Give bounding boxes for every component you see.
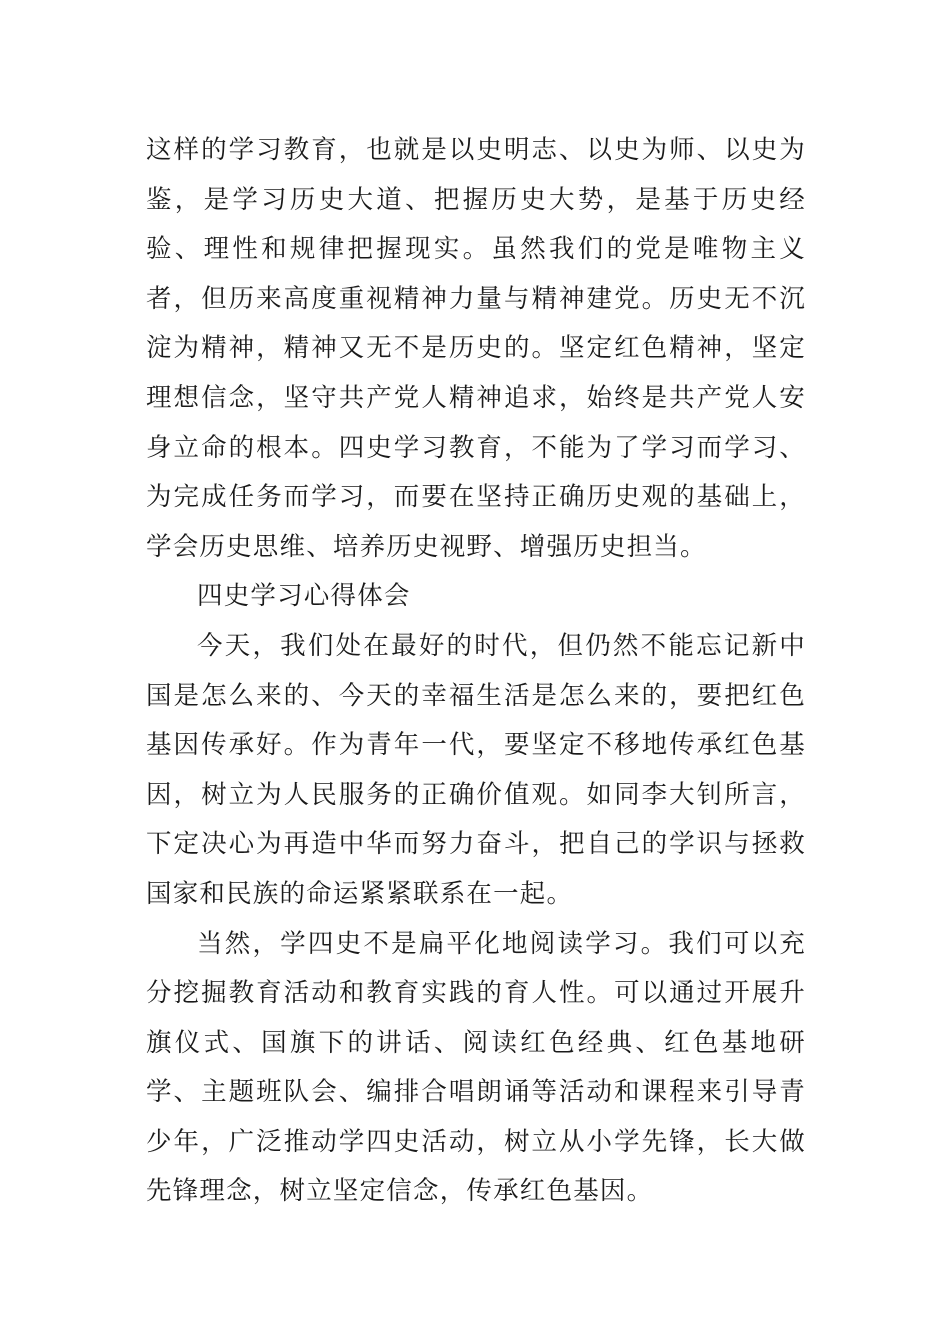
document-body (146, 126, 806, 1217)
paragraph-today: 今天，我们处在最好的时代，但仍然不能忘记新中国是怎么来的、今天的幸福生活是怎么来的，要把红色基因传承好。作为青年一代，要坚定不移地传承红色基因，树立为人民服务的正确价值观。如同李大钊所言，下定决心为再造中华而努力奋斗，把自己的学识与拯救国家和民族的命运紧紧联系在一起。 (146, 630, 806, 909)
paragraph-of-course: 当然，学四史不是扁平化地阅读学习。我们可以充分挖掘教育活动和教育实践的育人性。可以通过开展升旗仪式、国旗下的讲话、阅读红色经典、红色基地研学、主题班队会、编排合唱朗诵等活动和课程来引导青少年，广泛推动学四史活动，树立从小学先锋，长大做先锋理念，树立坚定信念，传承红色基因。 (146, 928, 806, 1207)
paragraph-continued: 这样的学习教育，也就是以史明志、以史为师、以史为鉴，是学习历史大道、把握历史大势，是基于历史经验、理性和规律把握现实。虽然我们的党是唯物主义者，但历来高度重视精神力量与精神建党。历史无不沉淀为精神，精神又无不是历史的。坚定红色精神，坚定理想信念，坚守共产党人精神追求，始终是共产党人安身立命的根本。四史学习教育，不能为了学习而学习、为完成任务而学习，而要在坚持正确历史观的基础上，学会历史思维、培养历史视野、增强历史担当。 (146, 135, 806, 562)
section-heading: 四史学习心得体会 (197, 581, 411, 612)
